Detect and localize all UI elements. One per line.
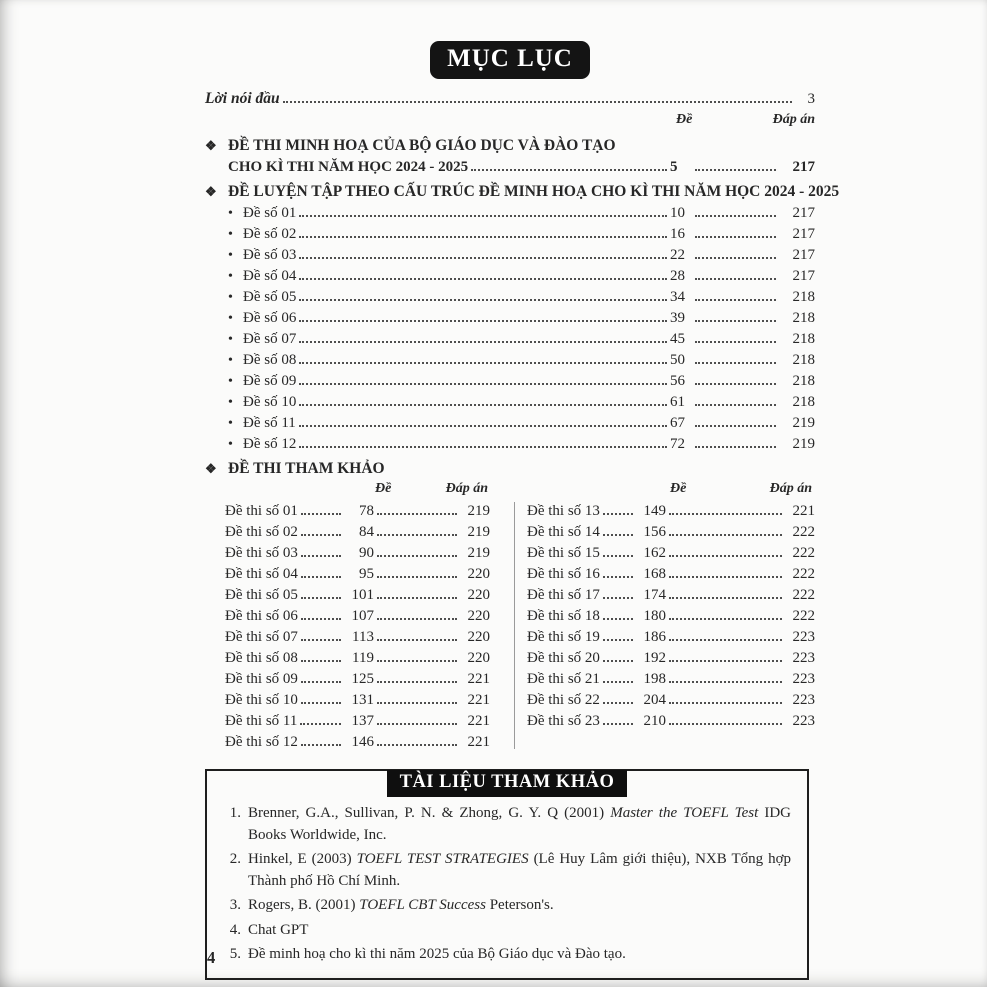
column-headers: [205, 112, 815, 132]
toc-entry-label: Đề số 02: [243, 226, 297, 242]
exam-page-number: 119: [352, 650, 374, 666]
dot-leader: [301, 660, 341, 662]
answer-page-number: 218: [792, 373, 815, 389]
dot-leader: [669, 702, 782, 704]
exam-page-number: 39: [670, 310, 685, 326]
header-exam: Đề: [676, 112, 693, 127]
toc-page: [205, 0, 840, 980]
exam-page-number: 137: [351, 713, 374, 729]
section-demo-entry: [228, 157, 815, 178]
dot-leader: [695, 404, 776, 406]
bibliography-item: [223, 944, 791, 966]
answer-page-number: 218: [792, 352, 815, 368]
dot-leader: [283, 101, 792, 103]
dot-leader: [669, 597, 782, 599]
dot-leader: [695, 169, 776, 171]
dot-leader: [377, 639, 457, 641]
dot-leader: [301, 702, 341, 704]
exam-page-number: 180: [643, 608, 666, 624]
exam-page-number: 198: [643, 671, 666, 687]
dot-leader: [299, 278, 667, 280]
answer-page-number: 222: [792, 608, 815, 624]
exam-page-number: 90: [359, 545, 374, 561]
answer-page-number: 221: [467, 713, 490, 729]
toc-entry-label: Đề số 11: [243, 415, 296, 431]
dot-leader: [299, 236, 667, 238]
answer-page-number: 219: [792, 436, 815, 452]
dot-leader: [669, 513, 782, 515]
dot-leader: [695, 299, 776, 301]
exam-page-number: 56: [670, 373, 685, 389]
item-bullet-icon: •: [228, 353, 233, 368]
exam-page-number: 72: [670, 436, 685, 452]
toc-row: [225, 711, 490, 732]
exam-page-number: 10: [670, 205, 685, 221]
header-answer: Đáp án: [445, 481, 488, 496]
toc-row: [228, 371, 815, 392]
dot-leader: [377, 555, 457, 557]
dot-leader: [301, 576, 341, 578]
exam-page-number: 168: [643, 566, 666, 582]
toc-row: [527, 606, 815, 627]
dot-leader: [695, 236, 776, 238]
dot-leader: [603, 513, 633, 515]
toc-entry-label: Đề thi số 13: [527, 503, 600, 519]
answer-page-number: 223: [792, 629, 815, 645]
toc-entry-label: Đề thi số 20: [527, 650, 600, 666]
toc-row: [527, 648, 815, 669]
header-answer: Đáp án: [772, 112, 815, 127]
answer-page-number: 221: [467, 671, 490, 687]
answer-page-number: 218: [792, 289, 815, 305]
exam-page-number: 101: [351, 587, 374, 603]
exam-page-number: 156: [643, 524, 666, 540]
answer-page-number: 223: [792, 671, 815, 687]
answer-page-number: 221: [467, 692, 490, 708]
exam-page-number: 84: [359, 524, 374, 540]
dot-leader: [377, 681, 457, 683]
toc-row: [225, 585, 490, 606]
page-title-text: MỤC LỤC: [447, 45, 573, 72]
answer-page-number: 220: [467, 587, 490, 603]
dot-leader: [603, 702, 633, 704]
bibliography-text-segment: Peterson's.: [485, 897, 554, 913]
dot-leader: [695, 257, 776, 259]
bibliography-item-number: 1.: [229, 805, 241, 821]
bibliography-title-text: TÀI LIỆU THAM KHẢO: [399, 772, 615, 792]
toc-row: [225, 501, 490, 522]
answer-page-number: 220: [467, 650, 490, 666]
section-marker-icon: ❖: [205, 461, 217, 476]
dot-leader: [669, 660, 782, 662]
answer-page-number: 222: [792, 587, 815, 603]
item-bullet-icon: •: [228, 437, 233, 452]
dot-leader: [603, 555, 633, 557]
section-demo-title: [205, 134, 815, 157]
toc-row: [527, 690, 815, 711]
bibliography-italic-segment: TOEFL TEST STRATEGIES: [356, 851, 529, 867]
toc-entry-label: Đề thi số 03: [225, 545, 298, 561]
section-reference-title-text: ĐỀ THI THAM KHẢO: [228, 460, 385, 477]
bibliography-box: [205, 769, 809, 980]
dot-leader: [301, 597, 341, 599]
dot-leader: [301, 639, 341, 641]
toc-entry-label: Đề thi số 17: [527, 587, 600, 603]
section-marker-icon: ❖: [205, 184, 217, 199]
toc-entry-label: Đề số 01: [243, 205, 297, 221]
column-divider: [514, 502, 515, 749]
dot-leader: [377, 513, 457, 515]
dot-leader: [695, 362, 776, 364]
toc-row: [527, 669, 815, 690]
toc-entry-label: Đề số 12: [243, 436, 297, 452]
bibliography-item-text: [248, 803, 791, 846]
toc-row: [527, 585, 815, 606]
toc-entry-label: Đề thi số 10: [225, 692, 298, 708]
item-bullet-icon: •: [228, 311, 233, 326]
toc-entry-label: Đề số 04: [243, 268, 297, 284]
answer-page-number: 218: [792, 394, 815, 410]
dot-leader: [695, 446, 776, 448]
item-bullet-icon: •: [228, 227, 233, 242]
exam-page-number: 107: [351, 608, 374, 624]
header-answer: Đáp án: [769, 481, 812, 496]
toc-row: [225, 669, 490, 690]
answer-page-number: 223: [792, 713, 815, 729]
dot-leader: [299, 341, 667, 343]
toc-row: [225, 690, 490, 711]
dot-leader: [301, 513, 341, 515]
dot-leader: [669, 618, 782, 620]
bibliography-text-segment: (Lê Huy Lâm giới thiệu), NXB Tổng hợp Thành phố Hồ Chí Minh.: [248, 851, 792, 889]
bibliography-item-number: 2.: [229, 851, 241, 867]
bibliography-text-segment: Chat GPT: [248, 921, 309, 938]
toc-entry-label: Đề số 07: [243, 331, 297, 347]
item-bullet-icon: •: [228, 374, 233, 389]
toc-entry-label: Đề thi số 07: [225, 629, 298, 645]
dot-leader: [377, 702, 457, 704]
dot-leader: [301, 555, 341, 557]
dot-leader: [695, 341, 776, 343]
answer-page-number: 219: [467, 503, 490, 519]
exam-page-number: 125: [351, 671, 374, 687]
toc-row: [228, 287, 815, 308]
dot-leader: [695, 383, 776, 385]
toc-row: [527, 711, 815, 732]
dot-leader: [377, 723, 457, 725]
preface-label: Lời nói đầu: [205, 90, 280, 107]
toc-entry-label: Đề thi số 06: [225, 608, 298, 624]
bibliography-item-text: [248, 895, 791, 917]
toc-entry-label: Đề số 09: [243, 373, 297, 389]
dot-leader: [299, 320, 667, 322]
exam-page-number: 22: [670, 247, 685, 263]
toc-entry-label: Đề số 03: [243, 247, 297, 263]
section-demo-title-text: ĐỀ THI MINH HOẠ CỦA BỘ GIÁO DỤC VÀ ĐÀO TẠO: [228, 137, 616, 154]
toc-row: [225, 522, 490, 543]
toc-row: [228, 329, 815, 350]
toc-entry-label: Đề thi số 11: [225, 713, 298, 729]
toc-entry-label: Đề thi số 16: [527, 566, 600, 582]
dot-leader: [669, 555, 782, 557]
bibliography-text-segment: Đề minh hoạ cho kì thi năm 2025 của Bộ Giáo dục và Đào tạo.: [248, 946, 626, 962]
dot-leader: [299, 257, 667, 259]
dot-leader: [603, 681, 633, 683]
preface-row: [205, 88, 815, 110]
toc-row: [225, 648, 490, 669]
dot-leader: [695, 278, 776, 280]
dot-leader: [603, 660, 633, 662]
answer-page-number: 218: [792, 310, 815, 326]
dot-leader: [299, 215, 667, 217]
toc-entry-label: Đề số 08: [243, 352, 297, 368]
exam-page-number: 113: [352, 629, 374, 645]
dot-leader: [299, 446, 667, 448]
toc-row: [228, 413, 815, 434]
toc-entry-label: Đề thi số 09: [225, 671, 298, 687]
dot-leader: [669, 639, 782, 641]
toc-row: [527, 522, 815, 543]
dot-leader: [669, 723, 782, 725]
dot-leader: [669, 576, 782, 578]
dot-leader: [301, 534, 341, 536]
dot-leader: [695, 320, 776, 322]
exam-page-number: 210: [643, 713, 666, 729]
dot-leader: [299, 362, 667, 364]
toc-row: [228, 350, 815, 371]
exam-page-number: 95: [359, 566, 374, 582]
right-column-headers: [527, 481, 815, 501]
left-column-headers: [225, 481, 490, 501]
section-reference-title: [205, 457, 815, 480]
toc-entry-label: Đề thi số 18: [527, 608, 600, 624]
bibliography-text-segment: Rogers, B. (2001): [248, 897, 360, 913]
section-practice-title: [205, 180, 840, 203]
dot-leader: [299, 299, 667, 301]
answer-page-number: 221: [467, 734, 490, 750]
dot-leader: [603, 639, 633, 641]
answer-page-number: 220: [467, 608, 490, 624]
section-marker-icon: ❖: [205, 138, 217, 153]
toc-row: [228, 392, 815, 413]
reference-tests-columns: [225, 481, 815, 753]
bibliography-italic-segment: Master the TOEFL Test: [610, 805, 759, 821]
exam-page-number: 204: [643, 692, 666, 708]
bibliography-text-segment: IDG Books Worldwide, Inc.: [248, 805, 792, 843]
dot-leader: [300, 723, 341, 725]
bibliography-title: [387, 770, 628, 797]
toc-row: [225, 732, 490, 753]
page-number: 4: [207, 948, 216, 967]
toc-row: [228, 245, 815, 266]
answer-page-number: 220: [467, 566, 490, 582]
toc-entry-label: Đề thi số 21: [527, 671, 600, 687]
bibliography-text-segment: Hinkel, E (2003): [248, 851, 357, 867]
dot-leader: [301, 618, 341, 620]
exam-page-number: 186: [643, 629, 666, 645]
bibliography-item: [223, 803, 791, 846]
toc-entry-label: Đề số 05: [243, 289, 297, 305]
dot-leader: [377, 660, 457, 662]
answer-page-number: 217: [792, 226, 815, 242]
exam-page-number: 174: [643, 587, 666, 603]
exam-page-number: 28: [670, 268, 685, 284]
toc-entry-label: Đề số 10: [243, 394, 297, 410]
item-bullet-icon: •: [228, 416, 233, 431]
dot-leader: [603, 534, 633, 536]
toc-row: [225, 543, 490, 564]
answer-page-number: 217: [792, 268, 815, 284]
toc-entry-label: Đề thi số 02: [225, 524, 298, 540]
bibliography-item-number: 4.: [229, 921, 241, 938]
exam-page-number: 5: [670, 159, 678, 175]
answer-page-number: 220: [467, 629, 490, 645]
left-column-rows: [225, 501, 490, 753]
exam-page-number: 149: [643, 503, 666, 519]
toc-entry-label: Đề thi số 04: [225, 566, 298, 582]
toc-entry-label: Đề thi số 05: [225, 587, 298, 603]
dot-leader: [299, 383, 667, 385]
answer-page-number: 217: [792, 247, 815, 263]
toc-entry-label: Đề thi số 15: [527, 545, 600, 561]
bibliography-text-segment: Brenner, G.A., Sullivan, P. N. & Zhong, G. Y. Q (2001): [248, 805, 611, 821]
toc-entry-label: Đề thi số 08: [225, 650, 298, 666]
section-practice-title-text: ĐỀ LUYỆN TẬP THEO CẤU TRÚC ĐỀ MINH HOẠ CHO KÌ THI NĂM HỌC 2024 - 2025: [228, 183, 840, 200]
dot-leader: [669, 681, 782, 683]
exam-page-number: 45: [670, 331, 685, 347]
answer-page-number: 223: [792, 650, 815, 666]
exam-page-number: 78: [359, 503, 374, 519]
toc-row: [527, 501, 815, 522]
exam-page-number: 162: [643, 545, 666, 561]
bibliography-item-text: [248, 920, 791, 942]
answer-page-number: 221: [792, 503, 815, 519]
dot-leader: [301, 744, 341, 746]
bibliography-item: [223, 895, 791, 917]
practice-test-list: [205, 203, 815, 455]
section-demo-line2: CHO KÌ THI NĂM HỌC 2024 - 2025: [228, 159, 469, 175]
preface-page-number: 3: [807, 91, 815, 107]
answer-page-number: 219: [467, 545, 490, 561]
dot-leader: [377, 744, 457, 746]
bibliography-item-number: 3.: [229, 897, 241, 913]
toc-row: [527, 627, 815, 648]
header-exam: Đề: [670, 481, 687, 496]
toc-entry-label: Đề thi số 12: [225, 734, 298, 750]
item-bullet-icon: •: [228, 248, 233, 263]
exam-page-number: 16: [670, 226, 685, 242]
item-bullet-icon: •: [228, 269, 233, 284]
dot-leader: [377, 534, 457, 536]
toc-entry-label: Đề số 06: [243, 310, 297, 326]
dot-leader: [299, 425, 667, 427]
toc-entry-label: Đề thi số 22: [527, 692, 600, 708]
item-bullet-icon: •: [228, 290, 233, 305]
toc-entry-label: Đề thi số 14: [527, 524, 600, 540]
toc-entry-label: Đề thi số 23: [527, 713, 600, 729]
answer-page-number: 219: [467, 524, 490, 540]
dot-leader: [377, 597, 457, 599]
dot-leader: [695, 215, 776, 217]
dot-leader: [603, 576, 633, 578]
dot-leader: [603, 597, 633, 599]
bibliography-italic-segment: TOEFL CBT Success: [359, 897, 486, 913]
item-bullet-icon: •: [228, 332, 233, 347]
header-exam: Đề: [375, 481, 392, 496]
right-column-rows: [527, 501, 815, 732]
answer-page-number: 222: [792, 524, 815, 540]
toc-row: [527, 543, 815, 564]
exam-page-number: 146: [351, 734, 374, 750]
toc-row: [228, 266, 815, 287]
answer-page-number: 217: [792, 205, 815, 221]
dot-leader: [695, 425, 776, 427]
dot-leader: [299, 404, 667, 406]
dot-leader: [471, 169, 667, 171]
reference-tests-left-column: [225, 481, 490, 753]
toc-row: [225, 564, 490, 585]
toc-row: [225, 606, 490, 627]
dot-leader: [377, 618, 457, 620]
bibliography-item-text: [248, 849, 791, 892]
toc-entry-label: Đề thi số 19: [527, 629, 600, 645]
answer-page-number: 217: [792, 159, 815, 175]
exam-page-number: 34: [670, 289, 685, 305]
dot-leader: [377, 576, 457, 578]
answer-page-number: 222: [792, 545, 815, 561]
answer-page-number: 223: [792, 692, 815, 708]
toc-row: [228, 203, 815, 224]
exam-page-number: 67: [670, 415, 685, 431]
exam-page-number: 131: [351, 692, 374, 708]
toc-entry-label: Đề thi số 01: [225, 503, 298, 519]
toc-row: [225, 627, 490, 648]
toc-row: [228, 308, 815, 329]
exam-page-number: 61: [670, 394, 685, 410]
dot-leader: [603, 618, 633, 620]
exam-page-number: 192: [643, 650, 666, 666]
bibliography-item: [223, 920, 791, 942]
toc-row: [527, 564, 815, 585]
toc-row: [228, 434, 815, 455]
bibliography-item-number: 5.: [229, 946, 241, 962]
bibliography-item-text: [248, 944, 791, 966]
exam-page-number: 50: [670, 352, 685, 368]
answer-page-number: 222: [792, 566, 815, 582]
dot-leader: [603, 723, 633, 725]
dot-leader: [301, 681, 341, 683]
bibliography-item: [223, 849, 791, 892]
answer-page-number: 218: [792, 331, 815, 347]
toc-row: [228, 224, 815, 245]
dot-leader: [669, 534, 782, 536]
item-bullet-icon: •: [228, 395, 233, 410]
reference-tests-right-column: [527, 481, 815, 753]
answer-page-number: 219: [792, 415, 815, 431]
item-bullet-icon: •: [228, 206, 233, 221]
bibliography-list: [223, 803, 791, 966]
page-title: [430, 41, 590, 79]
